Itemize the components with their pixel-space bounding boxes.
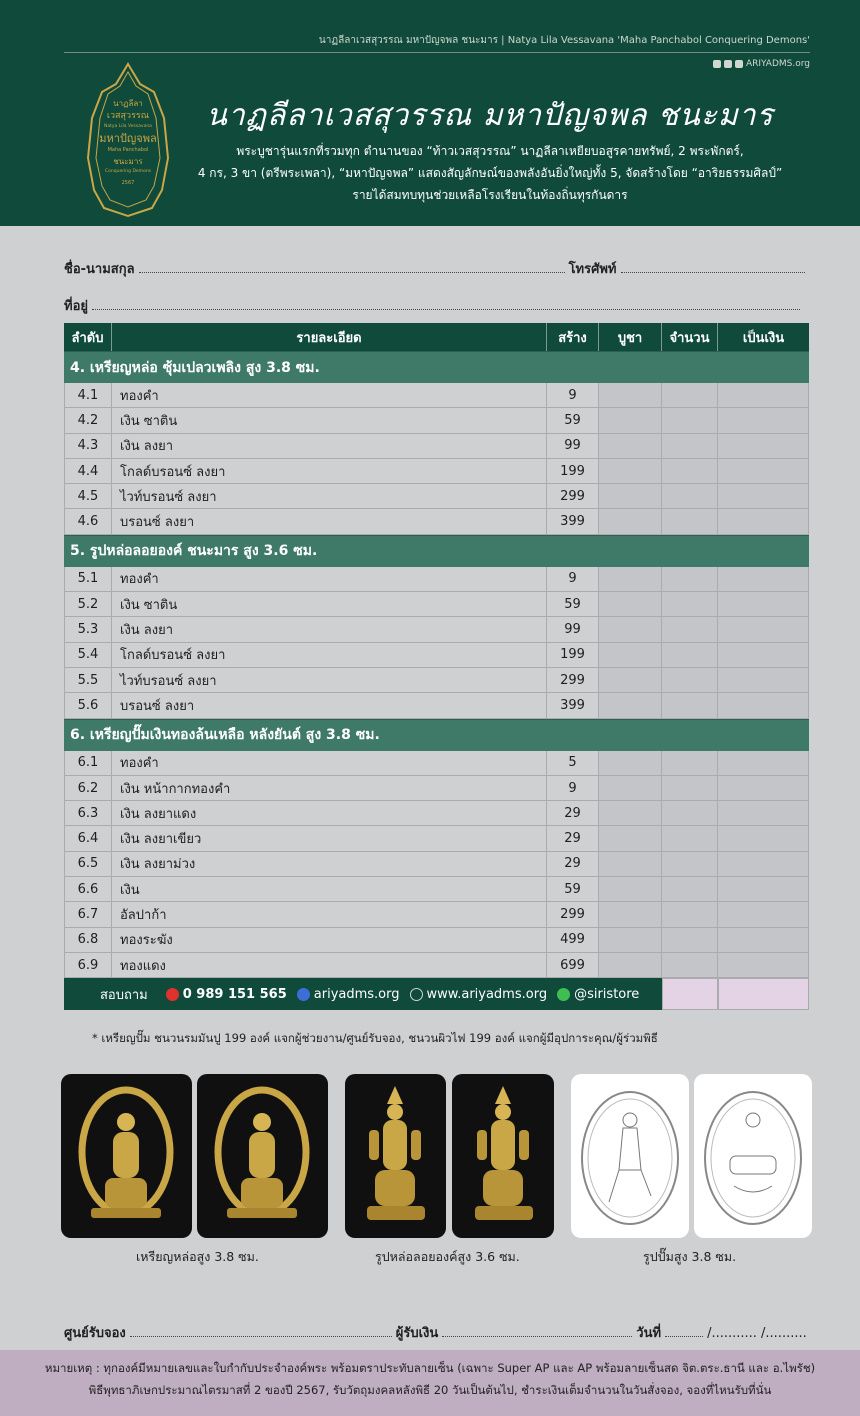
social-links[interactable] (713, 59, 810, 69)
amount-cell[interactable] (718, 459, 809, 483)
table-row (64, 383, 809, 408)
built-count: 299 (547, 668, 599, 692)
quantity-cell[interactable] (662, 643, 718, 667)
built-count: 99 (547, 434, 599, 458)
table-row (64, 877, 809, 902)
coin-sketch (694, 1074, 812, 1238)
photo-caption: เหรียญหล่อสูง 3.8 ซม. (136, 1249, 259, 1264)
quantity-cell[interactable] (662, 567, 718, 591)
quantity-cell[interactable] (662, 801, 718, 825)
table-row (64, 751, 809, 776)
built-count: 9 (547, 776, 599, 800)
amount-cell[interactable] (718, 801, 809, 825)
item-detail: ทองระฆัง (112, 928, 547, 952)
remark-line: พิธีพุทธาภิเษกประมาณไตรมาสที่ 2 ของปี 2567, รับวัตถุมงคลหลังพิธี 20 วันเป็นต้นไป, ชำระเงินเต็มจำนวนในวันสั่งจอง, จองที่ไหนรับที่นั่น (88, 1383, 772, 1397)
logo-line: มหาปัญจพล (99, 132, 157, 145)
item-number: 6.5 (64, 852, 112, 876)
amulet-image (345, 1074, 446, 1238)
worship-cell[interactable] (599, 852, 662, 876)
col-header: บูชา (599, 323, 662, 351)
item-number: 4.6 (64, 509, 112, 533)
logo-line: เวสสุวรรณ (106, 111, 150, 121)
stamped-coin-front-sketch (571, 1074, 689, 1238)
phone-field[interactable] (621, 263, 805, 273)
built-count: 29 (547, 852, 599, 876)
youtube-icon[interactable] (735, 60, 743, 68)
footnote: * เหรียญปั๊ม ชนวนรมมันปู 199 องค์ แจกผู้ช่วยงาน/ศูนย์รับจอง, ชนวนผิวไฟ 199 องค์ แจกผู้มีอุปการะคุณ/ผู้ร่วมพิธี (92, 1031, 658, 1045)
item-number: 5.6 (64, 693, 112, 717)
address-row (64, 295, 804, 316)
quantity-cell[interactable] (662, 408, 718, 432)
amount-cell[interactable] (718, 852, 809, 876)
booking-signature-row (64, 1322, 807, 1343)
item-detail: เงิน ลงยาม่วง (112, 852, 547, 876)
worship-cell[interactable] (599, 751, 662, 775)
item-detail: บรอนซ์ ลงยา (112, 693, 547, 717)
item-number: 6.3 (64, 801, 112, 825)
website-contact[interactable] (410, 987, 548, 1002)
quantity-cell[interactable] (662, 459, 718, 483)
table-row (64, 617, 809, 642)
amount-cell[interactable] (718, 953, 809, 977)
table-body (64, 351, 809, 978)
contact-bar (64, 978, 662, 1010)
total-quantity-cell[interactable] (662, 978, 718, 1010)
quantity-cell[interactable] (662, 668, 718, 692)
built-count: 399 (547, 509, 599, 533)
inquiry-label: สอบถาม (100, 987, 148, 1003)
logo-line: ชนะมาร (113, 157, 143, 166)
table-row (64, 592, 809, 617)
item-detail: ทองคำ (112, 383, 547, 407)
quantity-cell[interactable] (662, 928, 718, 952)
logo-line: นาฏลีลา (113, 99, 143, 108)
built-count: 199 (547, 459, 599, 483)
line-icon (557, 988, 570, 1001)
worship-cell[interactable] (599, 668, 662, 692)
worship-cell[interactable] (599, 509, 662, 533)
date-label: วันที่ (636, 1326, 662, 1341)
photo-caption: รูปปั๊มสูง 3.8 ซม. (643, 1249, 737, 1264)
amulet-image (452, 1074, 554, 1238)
built-count: 199 (547, 643, 599, 667)
item-detail: เงิน ซาติน (112, 592, 547, 616)
amount-cell[interactable] (718, 643, 809, 667)
worship-cell[interactable] (599, 877, 662, 901)
table-row (64, 484, 809, 509)
worship-cell[interactable] (599, 617, 662, 641)
date-separators[interactable]: /........... /.......... (707, 1326, 807, 1341)
worship-cell[interactable] (599, 567, 662, 591)
quantity-cell[interactable] (662, 751, 718, 775)
worship-cell[interactable] (599, 928, 662, 952)
item-number: 5.3 (64, 617, 112, 641)
worship-cell[interactable] (599, 902, 662, 926)
line-contact[interactable] (557, 987, 639, 1002)
phone-contact[interactable] (166, 987, 287, 1002)
amount-cell[interactable] (718, 484, 809, 508)
table-row (64, 434, 809, 459)
phone-number[interactable]: 0 989 151 565 (182, 986, 287, 1002)
item-detail: ทองแดง (112, 953, 547, 977)
amount-cell[interactable] (718, 751, 809, 775)
page-title: นาฏลีลาเวสสุวรรณ มหาปัญจพล ชนะมาร (206, 98, 774, 133)
facebook-handle[interactable]: ariyadms.org (313, 986, 400, 1002)
section-header: 6. เหรียญปั๊มเงินทองล้นเหลือ หลังยันต์ สูง 3.8 ซม. (64, 719, 809, 751)
built-count: 9 (547, 567, 599, 591)
item-number: 4.3 (64, 434, 112, 458)
item-detail: ไวท์บรอนซ์ ลงยา (112, 484, 547, 508)
table-row (64, 459, 809, 484)
col-header: จำนวน (662, 323, 718, 351)
built-count: 299 (547, 484, 599, 508)
booking-center-label: ศูนย์รับจอง (64, 1326, 126, 1341)
section-header: 5. รูปหล่อลอยองค์ ชนะมาร สูง 3.6 ซม. (64, 535, 809, 567)
statue-front-photo (345, 1074, 446, 1238)
item-number: 5.2 (64, 592, 112, 616)
item-detail: อัลปาก้า (112, 902, 547, 926)
built-count: 59 (547, 592, 599, 616)
receiver-field[interactable] (442, 1327, 632, 1337)
table-row (64, 776, 809, 801)
col-header: เป็นเงิน (742, 330, 785, 346)
item-number: 5.4 (64, 643, 112, 667)
col-header: รายละเอียด (112, 323, 547, 351)
col-header: ลำดับ (64, 323, 112, 351)
remark-box (0, 1350, 860, 1416)
logo-line: Natya Lila Vessavana (104, 124, 152, 129)
statue-back-photo (452, 1074, 554, 1238)
receiver-label: ผู้รับเงิน (395, 1326, 439, 1341)
quantity-cell[interactable] (662, 383, 718, 407)
amount-cell[interactable] (718, 408, 809, 432)
quantity-cell[interactable] (662, 877, 718, 901)
item-detail: เงิน (112, 877, 547, 901)
item-detail: ไวท์บรอนซ์ ลงยา (112, 668, 547, 692)
item-detail: บรอนซ์ ลงยา (112, 509, 547, 533)
table-row (64, 693, 809, 718)
address-field[interactable] (92, 300, 800, 310)
item-number: 4.5 (64, 484, 112, 508)
table-row (64, 567, 809, 592)
built-count: 59 (547, 877, 599, 901)
item-detail: เงิน ลงยา (112, 617, 547, 641)
quantity-cell[interactable] (662, 693, 718, 717)
phone-icon (166, 988, 179, 1001)
amount-cell[interactable] (718, 826, 809, 850)
date-day-field[interactable] (665, 1327, 703, 1337)
amount-cell[interactable] (718, 434, 809, 458)
built-count: 59 (547, 408, 599, 432)
amount-cell[interactable] (718, 902, 809, 926)
table-row (64, 801, 809, 826)
worship-cell[interactable] (599, 408, 662, 432)
cast-coin-back-photo (197, 1074, 328, 1238)
section-header: 4. เหรียญหล่อ ซุ้มเปลวเพลิง สูง 3.8 ซม. (64, 351, 809, 383)
item-number: 4.4 (64, 459, 112, 483)
cast-coin-front-photo (61, 1074, 192, 1238)
item-number: 5.1 (64, 567, 112, 591)
item-detail: ทองคำ (112, 751, 547, 775)
amount-cell[interactable] (718, 877, 809, 901)
built-count: 399 (547, 693, 599, 717)
amount-cell[interactable] (718, 592, 809, 616)
quantity-cell[interactable] (662, 484, 718, 508)
built-count: 699 (547, 953, 599, 977)
item-detail: เงิน ลงยาเขียว (112, 826, 547, 850)
phone-label: โทรศัพท์ (568, 262, 617, 277)
amulet-image (61, 1074, 192, 1238)
item-number: 4.1 (64, 383, 112, 407)
table-row (64, 643, 809, 668)
table-row (64, 902, 809, 927)
worship-cell[interactable] (599, 776, 662, 800)
quantity-cell[interactable] (662, 434, 718, 458)
item-number: 6.4 (64, 826, 112, 850)
item-detail: โกลด์บรอนซ์ ลงยา (112, 643, 547, 667)
item-detail: เงิน ซาติน (112, 408, 547, 432)
top-line: นาฏลีลาเวสสุวรรณ มหาปัญจพล ชนะมาร | Natya Lila Vessavana 'Maha Panchabol Conquering Demons' (318, 35, 810, 46)
website-link[interactable]: ARIYADMS.org (745, 59, 810, 69)
subtitle-line: รายได้สมทบทุนช่วยเหลือโรงเรียนในท้องถิ่นทุรกันดาร (352, 188, 628, 202)
built-count: 9 (547, 383, 599, 407)
table-row (64, 928, 809, 953)
remark-line: หมายเหตุ : ทุกองค์มีหมายเลขและใบกำกับประจำองค์พระ พร้อมตราประทับลายเซ็น (เฉพาะ Super AP และ AP พร้อมลายเซ็นสด จิต.ตระ.ธานี และ อ.ไพรัช) (44, 1361, 816, 1375)
contact-footer (64, 978, 809, 1010)
total-amount-cell[interactable] (718, 978, 809, 1010)
built-count: 29 (547, 801, 599, 825)
item-number: 6.2 (64, 776, 112, 800)
website-url[interactable]: www.ariyadms.org (426, 986, 548, 1002)
worship-cell[interactable] (599, 643, 662, 667)
item-detail: เงิน ลงยาแดง (112, 801, 547, 825)
quantity-cell[interactable] (662, 826, 718, 850)
item-number: 6.8 (64, 928, 112, 952)
logo-line: 2567 (121, 180, 135, 186)
item-detail: โกลด์บรอนซ์ ลงยา (112, 459, 547, 483)
table-row (64, 953, 809, 978)
quantity-cell[interactable] (662, 776, 718, 800)
divider (64, 52, 810, 53)
amulet-image (197, 1074, 328, 1238)
facebook-icon (297, 988, 310, 1001)
table-row (64, 668, 809, 693)
item-detail: เงิน หน้ากากทองคำ (112, 776, 547, 800)
subtitle-line: 4 กร, 3 ขา (ตรีพระเพลา), “มหาปัญจพล” แสดงสัญลักษณ์ของพลังอันยิ่งใหญ่ทั้ง 5, จัดสร้างโดย “อาริยธรรมศิลป์” (197, 166, 783, 180)
built-count: 29 (547, 826, 599, 850)
quantity-cell[interactable] (662, 592, 718, 616)
coin-sketch (571, 1074, 689, 1238)
globe-icon (410, 988, 423, 1001)
worship-cell[interactable] (599, 801, 662, 825)
logo-line: Conquering Demons (104, 169, 152, 174)
worship-cell[interactable] (599, 826, 662, 850)
item-number: 6.6 (64, 877, 112, 901)
worship-cell[interactable] (599, 434, 662, 458)
quantity-cell[interactable] (662, 617, 718, 641)
item-detail: ทองคำ (112, 567, 547, 591)
line-id[interactable]: @siristore (574, 986, 640, 1002)
item-number: 5.5 (64, 668, 112, 692)
worship-cell[interactable] (599, 693, 662, 717)
name-phone-row (64, 258, 809, 279)
worship-cell[interactable] (599, 592, 662, 616)
item-number: 4.2 (64, 408, 112, 432)
facebook-icon[interactable] (713, 60, 721, 68)
table-row (64, 826, 809, 851)
amount-cell[interactable] (718, 776, 809, 800)
quantity-cell[interactable] (662, 953, 718, 977)
worship-cell[interactable] (599, 484, 662, 508)
booking-center-field[interactable] (130, 1327, 392, 1337)
amount-cell[interactable] (718, 509, 809, 533)
table-header (64, 323, 809, 351)
quantity-cell[interactable] (662, 509, 718, 533)
worship-cell[interactable] (599, 953, 662, 977)
item-number: 6.1 (64, 751, 112, 775)
subtitle-line: พระบูชารุ่นแรกที่รวมทุก ตำนานของ “ท้าวเวสสุวรรณ” นาฏลีลาเหยียบอสูรคายทรัพย์, 2 พระพักตร์, (236, 144, 744, 158)
item-number: 6.9 (64, 953, 112, 977)
amount-cell[interactable] (718, 567, 809, 591)
built-count: 99 (547, 617, 599, 641)
name-field[interactable] (139, 263, 565, 273)
address-label: ที่อยู่ (64, 299, 88, 314)
item-number: 6.7 (64, 902, 112, 926)
built-count: 499 (547, 928, 599, 952)
item-detail: เงิน ลงยา (112, 434, 547, 458)
worship-cell[interactable] (599, 459, 662, 483)
header-banner (0, 0, 860, 226)
photo-caption: รูปหล่อลอยองค์สูง 3.6 ซม. (375, 1249, 520, 1264)
table-row (64, 408, 809, 433)
quantity-cell[interactable] (662, 902, 718, 926)
worship-cell[interactable] (599, 383, 662, 407)
stamped-coin-back-sketch (694, 1074, 812, 1238)
instagram-icon[interactable] (724, 60, 732, 68)
order-table (64, 323, 809, 1010)
facebook-contact[interactable] (297, 987, 400, 1002)
table-row (64, 509, 809, 534)
amount-cell[interactable] (718, 693, 809, 717)
built-count: 299 (547, 902, 599, 926)
logo-line: Maha Panchabol (107, 147, 149, 153)
col-header: สร้าง (547, 323, 599, 351)
amount-cell[interactable] (718, 383, 809, 407)
amount-cell[interactable] (718, 668, 809, 692)
amount-cell[interactable] (718, 928, 809, 952)
name-label: ชื่อ-นามสกุล (64, 262, 135, 277)
built-count: 5 (547, 751, 599, 775)
amount-cell[interactable] (718, 617, 809, 641)
quantity-cell[interactable] (662, 852, 718, 876)
table-row (64, 852, 809, 877)
